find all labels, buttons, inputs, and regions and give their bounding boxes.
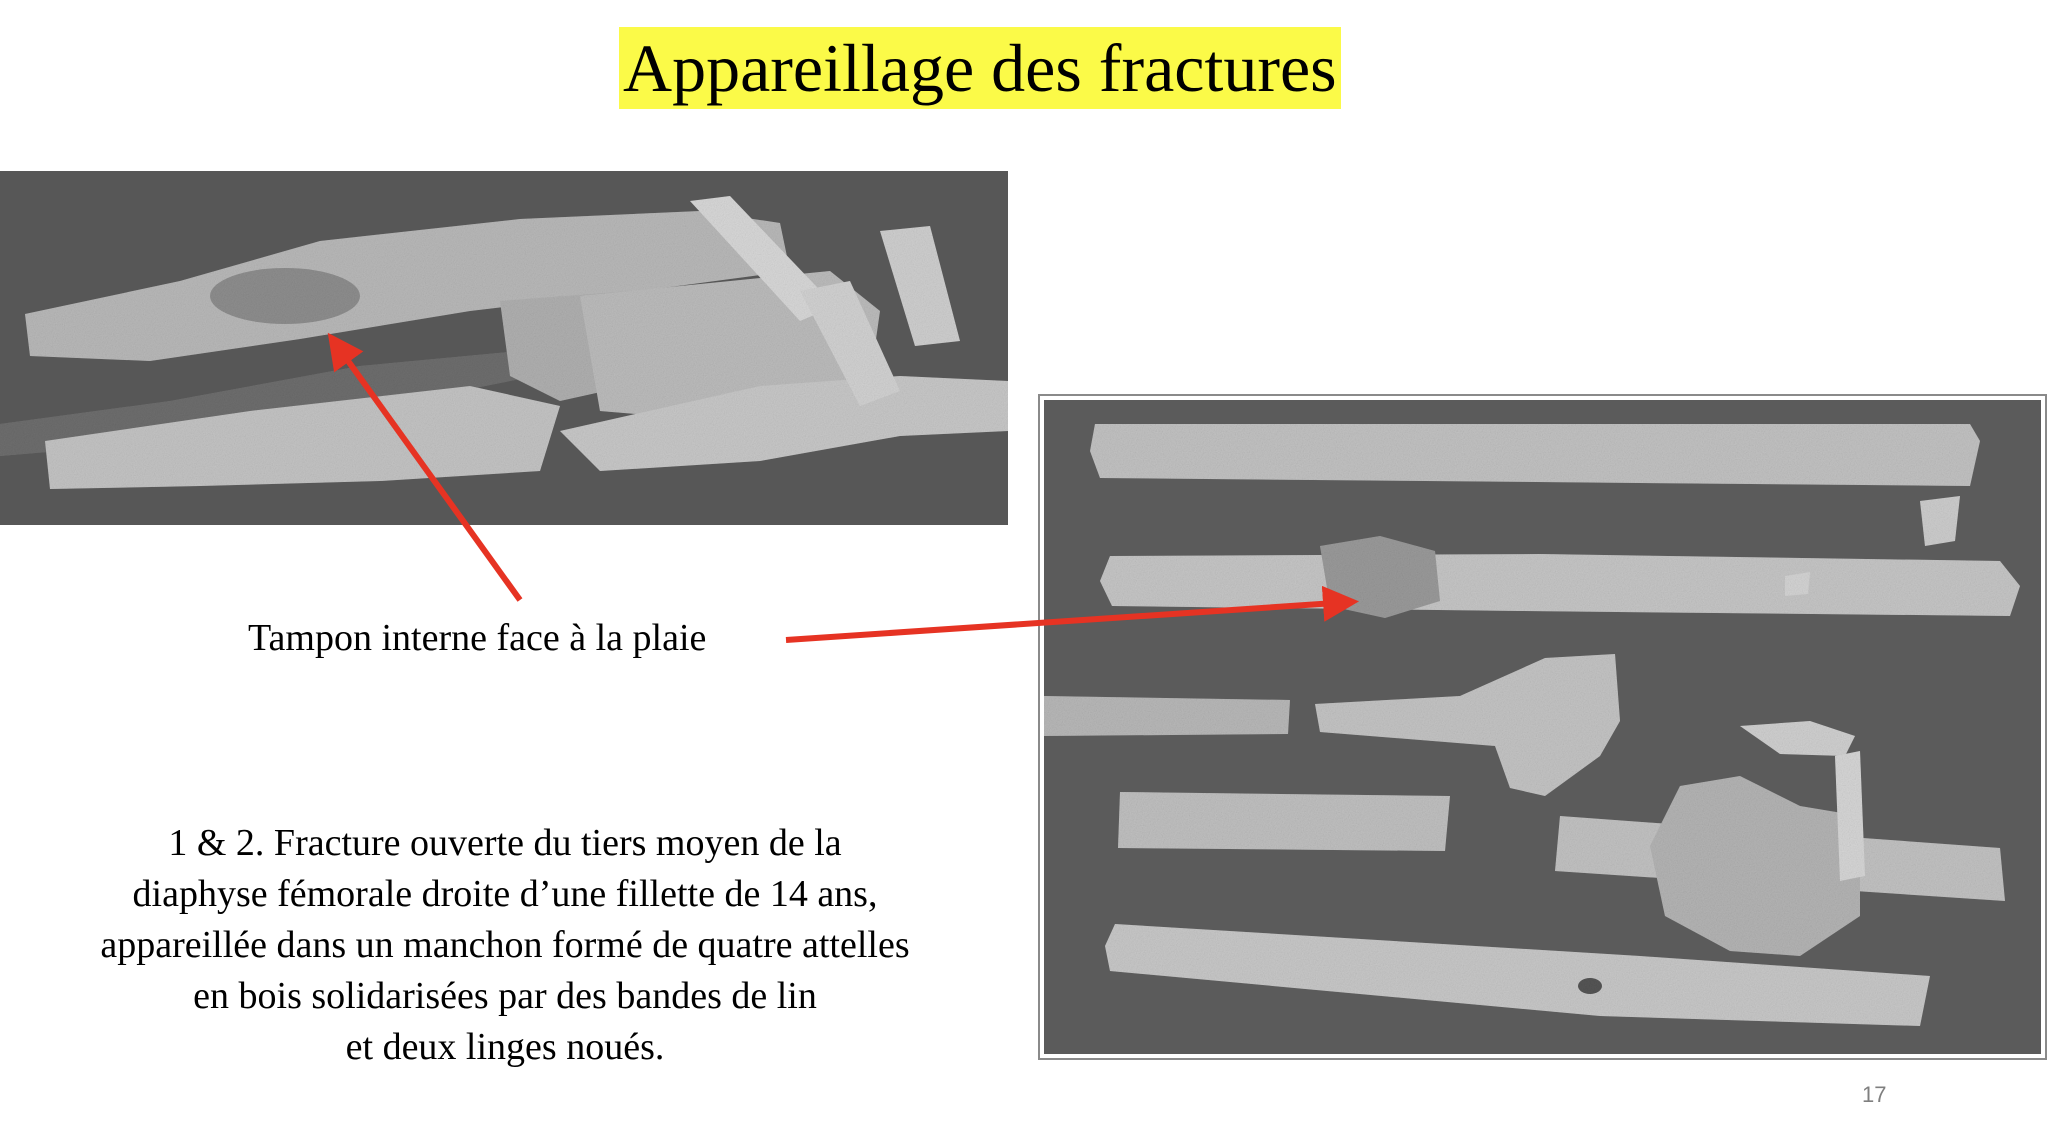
figure-caption xyxy=(20,818,990,1073)
photo-splinted-femur-assembled-drawing xyxy=(0,171,1008,525)
caption-line: et deux linges noués. xyxy=(345,1026,665,1068)
page-number: 17 xyxy=(1862,1082,1887,1107)
caption-line: appareillée dans un manchon formé de quatre attelles xyxy=(100,924,910,966)
callout-text: Tampon interne face à la plaie xyxy=(248,617,707,659)
caption-line: diaphyse fémorale droite d’une fillette de 14 ans, xyxy=(132,873,878,915)
photo-splinted-femur-assembled xyxy=(0,171,1008,525)
photo-splints-disassembled-drawing xyxy=(1040,396,2045,1058)
slide-title: Appareillage des fractures xyxy=(619,27,1341,109)
photo-splints-disassembled xyxy=(1038,394,2047,1060)
caption-line: en bois solidarisées par des bandes de lin xyxy=(193,975,817,1017)
caption-line: 1 & 2. Fracture ouverte du tiers moyen de la xyxy=(168,822,842,864)
